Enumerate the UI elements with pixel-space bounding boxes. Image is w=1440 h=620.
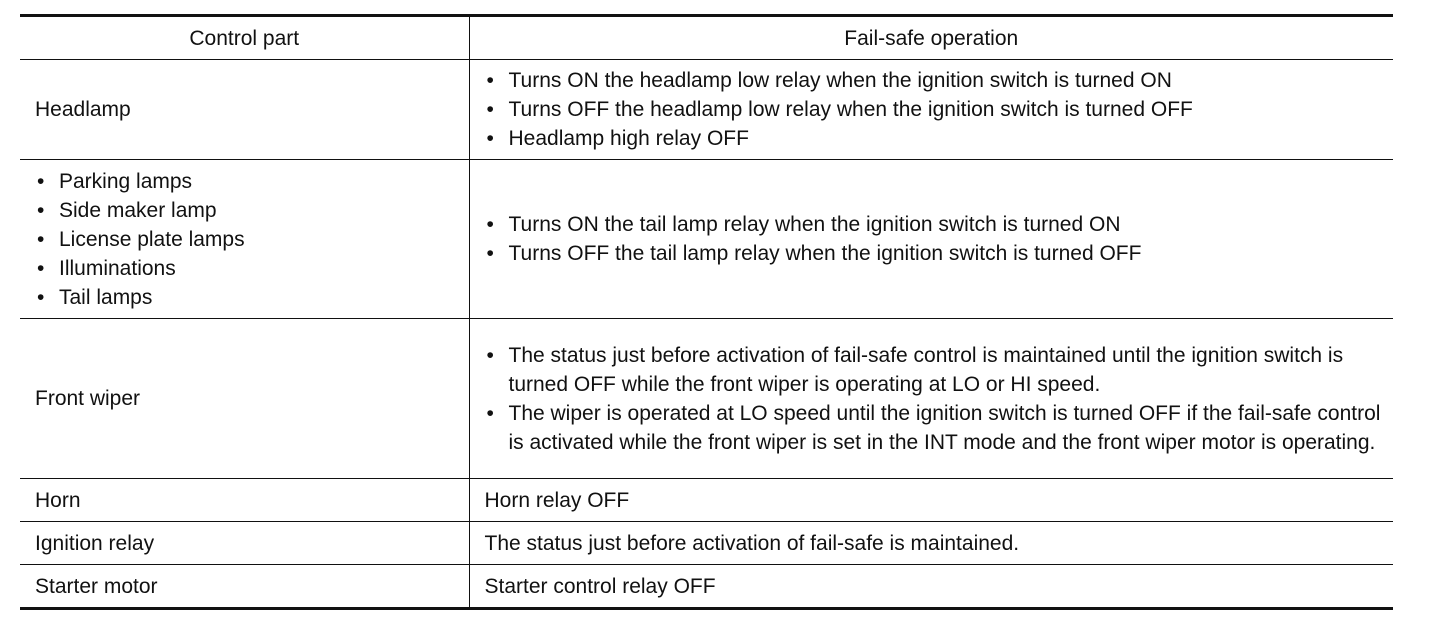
table-header-row — [20, 16, 1393, 60]
fail-safe-operation-cell: Starter control relay OFF — [469, 565, 1393, 609]
control-part-item: • Parking lamps — [35, 167, 461, 196]
table-row-horn — [20, 479, 1393, 522]
control-part-list — [35, 167, 461, 312]
control-part-cell — [20, 160, 469, 319]
fail-safe-operation-cell — [469, 319, 1393, 479]
control-part-cell: Headlamp — [20, 60, 469, 160]
fail-safe-table — [20, 14, 1393, 610]
control-part-item: • Side maker lamp — [35, 196, 461, 225]
header-control-part: Control part — [20, 16, 469, 60]
control-part-item: • Illuminations — [35, 254, 461, 283]
fail-safe-operation-cell — [469, 60, 1393, 160]
control-part-item: • Tail lamps — [35, 283, 461, 312]
operation-item: • Turns OFF the headlamp low relay when the ignition switch is turned OFF — [485, 95, 1386, 124]
operation-list — [485, 341, 1386, 457]
operation-list — [485, 66, 1386, 153]
control-part-cell: Ignition relay — [20, 522, 469, 565]
operation-item: • Turns ON the headlamp low relay when the ignition switch is turned ON — [485, 66, 1386, 95]
control-part-cell: Horn — [20, 479, 469, 522]
header-fail-safe-operation: Fail-safe operation — [469, 16, 1393, 60]
operation-item: • Headlamp high relay OFF — [485, 124, 1386, 153]
table-row-starter-motor — [20, 565, 1393, 609]
table-row-lamps — [20, 160, 1393, 319]
operation-list — [485, 210, 1386, 268]
control-part-item: • License plate lamps — [35, 225, 461, 254]
table-row-ignition-relay — [20, 522, 1393, 565]
fail-safe-operation-cell: Horn relay OFF — [469, 479, 1393, 522]
table-row-front-wiper — [20, 319, 1393, 479]
operation-item: • The wiper is operated at LO speed until the ignition switch is turned OFF if the fail-safe control is activated while the front wiper is set in the INT mode and the front wiper motor is operating. — [485, 399, 1386, 457]
control-part-cell: Front wiper — [20, 319, 469, 479]
control-part-cell: Starter motor — [20, 565, 469, 609]
fail-safe-operation-cell — [469, 160, 1393, 319]
table-row-headlamp — [20, 60, 1393, 160]
operation-item: • Turns OFF the tail lamp relay when the ignition switch is turned OFF — [485, 239, 1386, 268]
fail-safe-operation-cell: The status just before activation of fail-safe is maintained. — [469, 522, 1393, 565]
operation-item: • Turns ON the tail lamp relay when the ignition switch is turned ON — [485, 210, 1386, 239]
operation-item: • The status just before activation of fail-safe control is maintained until the ignition switch is turned OFF while the front wiper is operating at LO or HI speed. — [485, 341, 1386, 399]
